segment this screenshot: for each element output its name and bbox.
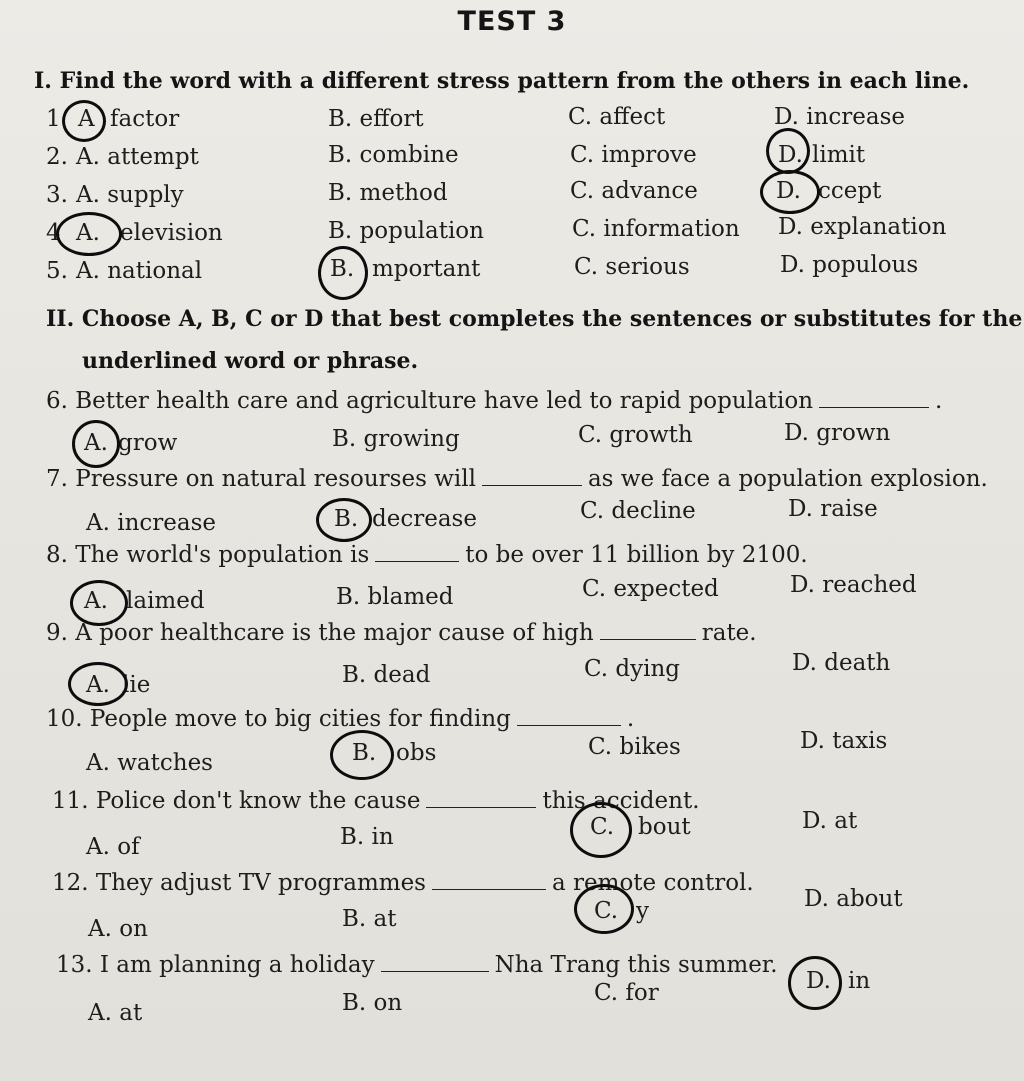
q3-option-c[interactable]: C. advance — [570, 178, 698, 204]
q10-option-b-word: obs — [396, 740, 437, 766]
page-title: TEST 3 — [457, 6, 567, 37]
q10-option-a[interactable]: A. watches — [86, 750, 213, 776]
q7-answer-circle — [316, 498, 372, 542]
q12-option-b[interactable]: B. at — [342, 906, 397, 932]
q12-answer-circle — [574, 884, 634, 934]
q4-option-a-letter[interactable]: A. — [76, 220, 100, 246]
q9-option-b[interactable]: B. dead — [342, 662, 431, 688]
q9-option-a-letter[interactable]: A. — [86, 672, 110, 698]
q11-blank[interactable] — [426, 806, 536, 808]
q13-blank[interactable] — [381, 970, 489, 972]
q2-answer-circle — [766, 128, 810, 174]
q3-option-d-word: ccept — [818, 178, 882, 204]
q6-option-a-word: grow — [118, 430, 178, 456]
q7-option-c[interactable]: C. decline — [580, 498, 696, 524]
q4-option-b[interactable]: B. population — [328, 218, 484, 244]
q1-option-a-word: factor — [110, 106, 180, 132]
q12-stem — [52, 870, 754, 896]
q7-option-d[interactable]: D. raise — [788, 496, 878, 522]
q12-option-c-letter[interactable]: C. — [594, 898, 619, 924]
q5-option-d[interactable]: D. populous — [780, 252, 919, 278]
q6-stem — [46, 388, 942, 414]
q9-stem-start: 9. A poor healthcare is the major cause of high — [46, 620, 594, 646]
q1-answer-circle — [62, 100, 106, 142]
q13-stem-start: 13. I am planning a holiday — [56, 952, 375, 978]
q1-option-c[interactable]: C. affect — [568, 104, 666, 130]
q3-answer-circle — [760, 170, 820, 214]
q12-stem-start: 12. They adjust TV programmes — [52, 870, 426, 896]
q13-stem — [56, 952, 778, 978]
q8-stem — [46, 542, 808, 568]
q10-option-b-letter[interactable]: B. — [352, 740, 377, 766]
q9-option-d[interactable]: D. death — [792, 650, 891, 676]
q3-option-a[interactable]: A. supply — [76, 182, 184, 208]
q13-answer-circle — [788, 956, 842, 1010]
q9-option-a-word: lie — [122, 672, 151, 698]
q10-option-d[interactable]: D. taxis — [800, 728, 888, 754]
q1-number: 1 — [46, 106, 61, 132]
q8-option-a-word: laimed — [126, 588, 205, 614]
q7-option-a[interactable]: A. increase — [86, 510, 217, 536]
q10-blank[interactable] — [517, 724, 621, 726]
q6-option-a-letter[interactable]: A. — [84, 430, 108, 456]
q6-stem-start: 6. Better health care and agriculture have led to rapid population — [46, 388, 814, 414]
q5-number: 5. — [46, 258, 68, 284]
q8-blank[interactable] — [375, 560, 459, 562]
q4-option-d[interactable]: D. explanation — [778, 214, 947, 240]
q6-answer-circle — [72, 420, 120, 468]
q10-stem — [46, 706, 634, 732]
q10-stem-end: . — [626, 706, 635, 732]
q12-stem-end: a remote control. — [552, 870, 754, 896]
q13-stem-end: Nha Trang this summer. — [494, 952, 778, 978]
q11-stem-end: this accident. — [542, 788, 700, 814]
q2-number: 2. — [46, 144, 68, 170]
q5-option-b-letter[interactable]: B. — [330, 256, 355, 282]
q7-stem-end: as we face a population explosion. — [587, 466, 988, 492]
q5-option-b-word: mportant — [372, 256, 481, 282]
q1-option-b[interactable]: B. effort — [328, 106, 424, 132]
q10-answer-circle — [330, 730, 394, 780]
q12-option-c-word: y — [636, 898, 649, 924]
q3-number: 3. — [46, 182, 68, 208]
q13-option-b[interactable]: B. on — [342, 990, 403, 1016]
q9-blank[interactable] — [600, 638, 696, 640]
q8-option-d[interactable]: D. reached — [790, 572, 917, 598]
q2-option-a[interactable]: A. attempt — [76, 144, 199, 170]
section-2-heading-line-1: II. Choose A, B, C or D that best completes the sentences or substitutes for the — [46, 306, 1023, 332]
q6-option-b[interactable]: B. growing — [332, 426, 460, 452]
section-2-heading-line-2: underlined word or phrase. — [82, 348, 419, 374]
q7-stem — [46, 466, 988, 492]
q4-number: 4 — [46, 220, 61, 246]
q8-option-c[interactable]: C. expected — [582, 576, 719, 602]
q11-option-d[interactable]: D. at — [802, 808, 858, 834]
q11-answer-circle — [570, 802, 632, 858]
q2-option-c[interactable]: C. improve — [570, 142, 697, 168]
q6-stem-end: . — [935, 388, 943, 414]
q4-answer-circle — [56, 212, 122, 256]
q11-option-b[interactable]: B. in — [340, 824, 394, 850]
q2-option-b[interactable]: B. combine — [328, 142, 459, 168]
q8-stem-end: to be over 11 billion by 2100. — [465, 542, 808, 568]
q7-option-b-word: decrease — [372, 506, 477, 532]
q11-stem-start: 11. Police don't know the cause — [52, 788, 421, 814]
q13-option-a[interactable]: A. at — [88, 1000, 143, 1026]
q8-option-a-letter[interactable]: A. — [84, 588, 108, 614]
q9-answer-circle — [68, 662, 128, 706]
q1-option-d[interactable]: D. increase — [774, 104, 906, 130]
q6-option-c[interactable]: C. growth — [578, 422, 693, 448]
q13-option-d-word: in — [848, 968, 871, 994]
q10-option-c[interactable]: C. bikes — [588, 734, 681, 760]
q7-blank[interactable] — [482, 484, 582, 486]
q10-stem-start: 10. People move to big cities for finding — [46, 706, 511, 732]
q5-answer-circle — [318, 246, 368, 300]
q9-stem — [46, 620, 757, 646]
q8-option-b[interactable]: B. blamed — [336, 584, 454, 610]
q4-option-a-word: elevision — [120, 220, 223, 246]
section-1-heading: I. Find the word with a different stress pattern from the others in each line. — [34, 68, 970, 94]
q11-option-a[interactable]: A. of — [86, 834, 140, 860]
q4-option-c[interactable]: C. information — [572, 216, 740, 242]
q12-option-d[interactable]: D. about — [804, 886, 903, 912]
q9-option-c[interactable]: C. dying — [584, 656, 681, 682]
q2-option-d-word: limit — [812, 142, 866, 168]
q6-option-d[interactable]: D. grown — [784, 420, 891, 446]
q2-option-d-letter[interactable]: D. — [778, 142, 803, 168]
q6-blank[interactable] — [819, 406, 929, 408]
q5-option-a[interactable]: A. national — [76, 258, 203, 284]
q11-option-c-letter[interactable]: C. — [590, 814, 615, 840]
q13-option-c[interactable]: C. for — [594, 980, 659, 1006]
q7-stem-start: 7. Pressure on natural resourses will — [46, 466, 476, 492]
q3-option-d-letter[interactable]: D. — [776, 178, 801, 204]
q13-option-d-letter[interactable]: D. — [806, 968, 831, 994]
q9-stem-end: rate. — [701, 620, 757, 646]
q7-option-b-letter[interactable]: B. — [334, 506, 359, 532]
q8-stem-start: 8. The world's population is — [46, 542, 370, 568]
q11-option-c-word: bout — [638, 814, 691, 840]
q3-option-b[interactable]: B. method — [328, 180, 448, 206]
q1-option-a-letter[interactable]: A — [78, 106, 95, 132]
q12-blank[interactable] — [432, 888, 546, 890]
q12-option-a[interactable]: A. on — [88, 916, 148, 942]
q5-option-c[interactable]: C. serious — [574, 254, 690, 280]
